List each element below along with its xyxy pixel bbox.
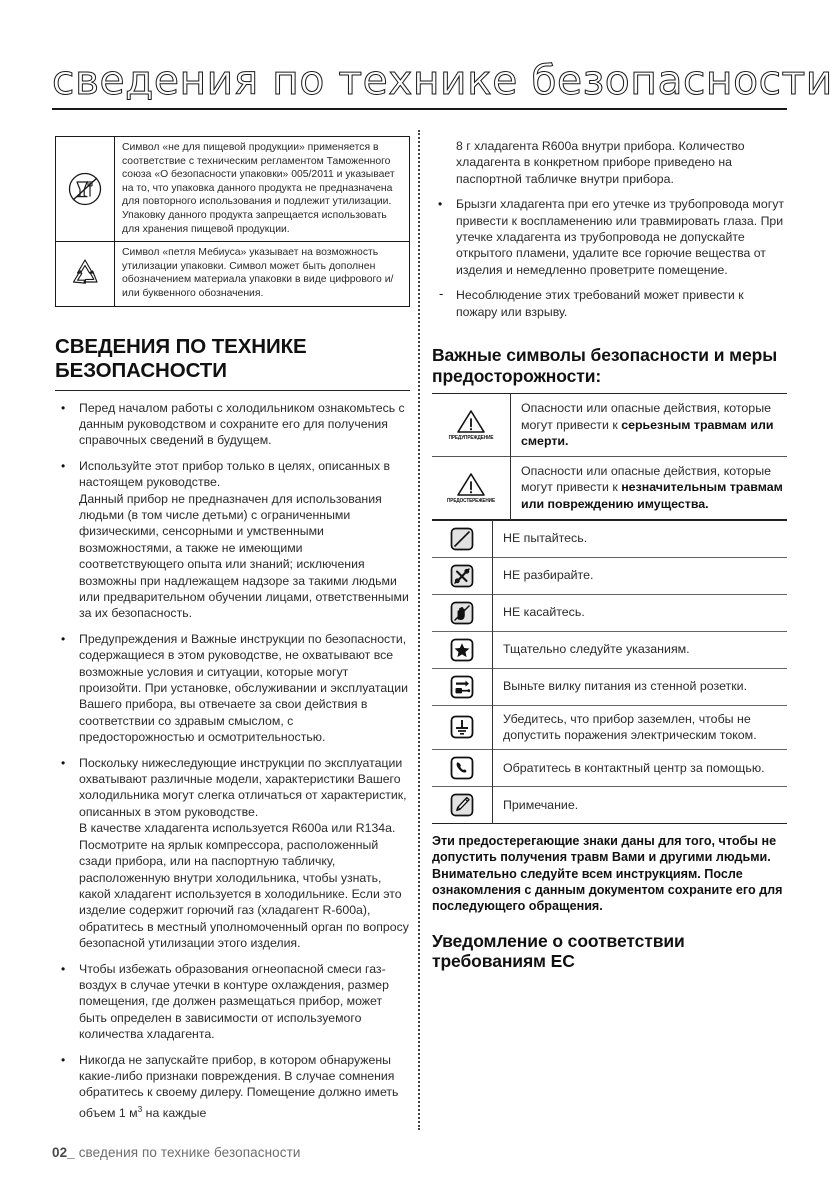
section-heading-eu-compliance: Уведомление о соответствии требованиям ЕС [432,930,685,971]
safety-info-paragraph: Никогда не запускайте прибор, в котором обнаружены какие-либо признаки повреждения. В случае сомнения обратитесь к своему дилеру. Помещение должно иметь объем 1 $м^3$ на каждые [79,1052,399,1120]
call-service-center-icon [449,755,475,781]
bullet-marker: • [61,400,66,415]
warning-text-normal: Опасности или опасные действия, которые могут привести к [521,463,771,495]
warning-triangle-icon-cell [432,394,511,457]
no-food-contact-icon [64,168,106,210]
table-row [432,631,787,668]
warning-text-bold: серьезным травмам или смерти. [521,417,774,449]
table-row [432,749,787,786]
safety-symbol-text: Убедитесь, что прибор заземлен, чтобы не допустить поражения электрическим током. [503,711,757,743]
table-row [56,242,410,306]
page-title: сведения по технике безопасности [52,58,833,104]
page-header [52,58,833,110]
safety-symbol-text: Выньте вилку питания из стенной розетки. [503,679,748,694]
safety-info-paragraph: Данный прибор не предназначен для использования людьми (в том числе детьми) с ограниченными физическими, сенсорными и умственными возможностями, а также не имеющими соответствующего опыта или знаний; исключения возможны при надлежащем надзоре за такими людьми или предварительном обучении лицами, ответственными за их безопасность. [79,491,409,621]
safety-info-paragraph: Используйте этот прибор только в целях, описанных в настоящем руководстве. [79,458,391,490]
grounding-icon-cell [432,705,493,749]
refrigerant-warning-item [432,138,787,187]
unplug-power-icon [449,674,475,700]
do-not-attempt-icon [449,526,475,552]
mobius-loop-recycling-icon-cell [56,242,115,306]
warning-triangle-label: ПРЕДУПРЕЖДЕНИЕ [448,435,494,442]
safety-info-paragraph: Перед началом работы с холодильником ознакомьтесь с данным руководством и сохраните его для получения справочных сведений в будущем. [79,400,405,448]
unplug-power-icon-cell [432,668,493,705]
section-heading-safety-symbols: Важные символы безопасности и меры предосторожности: [432,345,778,387]
safety-symbols-table [432,520,787,824]
safety-info-item [55,400,410,449]
note-pencil-icon [449,792,475,818]
right-column [432,136,787,971]
note-pencil-icon-cell [432,786,493,823]
warning-triangle-icon [456,408,486,434]
refrigerant-warning-paragraph: Несоблюдение этих требований может привести к пожару или взрыву. [456,288,744,319]
do-not-attempt-icon-cell [432,520,493,557]
safety-info-paragraph: Чтобы избежать образования огнеопасной смеси газ-воздух в случае утечки в контуре охлаждения, размер помещения, где должен размещаться прибор, может быть определен в зависимости от используемого количества хладагента. [79,961,389,1042]
safety-symbol-text: НЕ разбирайте. [503,568,594,583]
bullet-marker: • [61,755,66,770]
warning-text-bold: незначительным травмам или повреждению имущества. [521,480,783,512]
footer-section-label: сведения по технике безопасности [78,1145,301,1160]
bullet-marker: • [61,458,66,473]
safety-signs-note-line: Внимательно следуйте всем инструкциям. После ознакомления с данным документом сохраните его для последующего обращения. [432,866,783,914]
do-not-disassemble-icon-cell [432,557,493,594]
safety-info-item [55,458,410,622]
left-column [55,136,410,1130]
bullet-marker: • [61,961,66,976]
packaging-symbols-table [55,136,410,307]
grounding-icon [449,714,475,740]
mobius-loop-recycling-icon [64,255,106,293]
refrigerant-warning-paragraph: Брызги хладагента при его утечке из трубопровода могут привести к воспламенению или травмировать глаза. При утечке хладагента из трубопровода не допускайте открытого пламени, удалите все горючие вещества от изделия и немедленно проветрите помещение. [456,197,784,277]
packaging-symbol-text: Символ «петля Мебиуса» указывает на возможность утилизации упаковки. Символ может быть дополнен обозначением материала упаковки в виде цифрового и/или буквенного обозначения. [115,242,410,306]
section-heading-safety-info: СВЕДЕНИЯ ПО ТЕХНИКЕ БЕЗОПАСНОСТИ [55,334,307,382]
table-row [432,668,787,705]
do-not-touch-icon [449,600,475,626]
do-not-touch-icon-cell [432,594,493,631]
safety-info-item [55,755,410,952]
safety-signs-note [432,833,787,915]
refrigerant-warning-paragraph: 8 г хладагента R600a внутри прибора. Количество хладагента в конкретном приборе приведено на паспортной табличке внутри прибора. [456,139,745,186]
section-divider-rule [55,390,410,391]
table-row [432,786,787,823]
table-row [432,394,787,457]
refrigerant-warning-item [432,287,787,320]
table-row [56,137,410,242]
do-not-disassemble-icon [449,563,475,589]
footer-page-number: 02_ [52,1145,75,1160]
caution-triangle-label: ПРЕДОСТЕРЕЖЕНИЕ [447,498,495,505]
safety-symbol-text: Тщательно следуйте указаниям. [503,642,690,657]
no-food-contact-icon-cell [56,137,115,242]
safety-info-item [55,961,410,1043]
bullet-marker: • [61,1052,66,1067]
safety-info-bullet-list [55,400,410,1122]
table-row [432,456,787,519]
warning-level-text [511,456,788,519]
page-footer [52,1145,301,1160]
warning-text-normal: Опасности или опасные действия, которые могут привести к [521,401,771,432]
follow-directions-star-icon [449,637,475,663]
safety-symbol-text: НЕ пытайтесь. [503,531,588,546]
caution-triangle-icon-cell [432,456,511,519]
safety-info-item [55,1052,410,1122]
call-service-center-icon-cell [432,749,493,786]
warning-level-text [511,394,788,457]
refrigerant-warning-bullet-list [432,138,787,320]
bullet-marker: • [438,197,443,212]
safety-symbol-text: НЕ касайтесь. [503,605,585,620]
safety-info-item [55,631,410,746]
follow-directions-star-icon-cell [432,631,493,668]
safety-signs-note-line: Эти предостерегающие знаки даны для того, чтобы не допустить получения травм Вами и другими людьми. [432,833,777,865]
safety-info-paragraph: Поскольку нижеследующие инструкции по эксплуатации охватывают различные модели, характеристики Вашего холодильника могут слегка отличаться от характеристик, описанных в этом руководстве. [79,755,407,819]
column-divider [418,130,420,1130]
packaging-symbol-text: Символ «не для пищевой продукции» применяется в соответствие с техническим регламентом Таможенного союза «О безопасности упаковки» 005/2011 и указывает на то, что упаковка данного продукта не предназначена для повторного использования и подлежит утилизации. Упаковку данного продукта запрещается использовать для хранения пищевой продукции. [115,137,410,242]
table-row [432,705,787,749]
refrigerant-warning-item [432,196,787,278]
safety-symbol-text: Обратитесь в контактный центр за помощью. [503,760,765,775]
dash-marker: - [439,286,444,302]
header-divider-rule [52,108,787,110]
table-row [432,520,787,557]
warning-levels-table [432,393,787,520]
caution-triangle-icon [456,471,486,497]
safety-info-paragraph: В качестве хладагента используется R600a или R134a. Посмотрите на ярлык компрессора, расположенный сзади прибора, или на паспортную табличку, расположенную внутри холодильника, чтобы узнать, какой хладагент используется в холодильнике. Если это изделие содержит горючий газ (хладагент R-600a), обратитесь в местный уполномоченный орган по вопросу безопасной утилизации этого изделия. [79,821,409,951]
table-row [432,594,787,631]
safety-symbol-text: Примечание. [503,797,579,812]
safety-info-paragraph: Предупреждения и Важные инструкции по безопасности, содержащиеся в этом руководстве, не охватывают все возможные условия и ситуации, которые могут произойти. При установке, обслуживании и эксплуатации Вашего прибора, вы отвечаете за свои действия в соответствии со здравым смыслом, с предосторожностью и осмотрительностью. [79,631,408,745]
table-row [432,557,787,594]
bullet-marker: • [61,631,66,646]
